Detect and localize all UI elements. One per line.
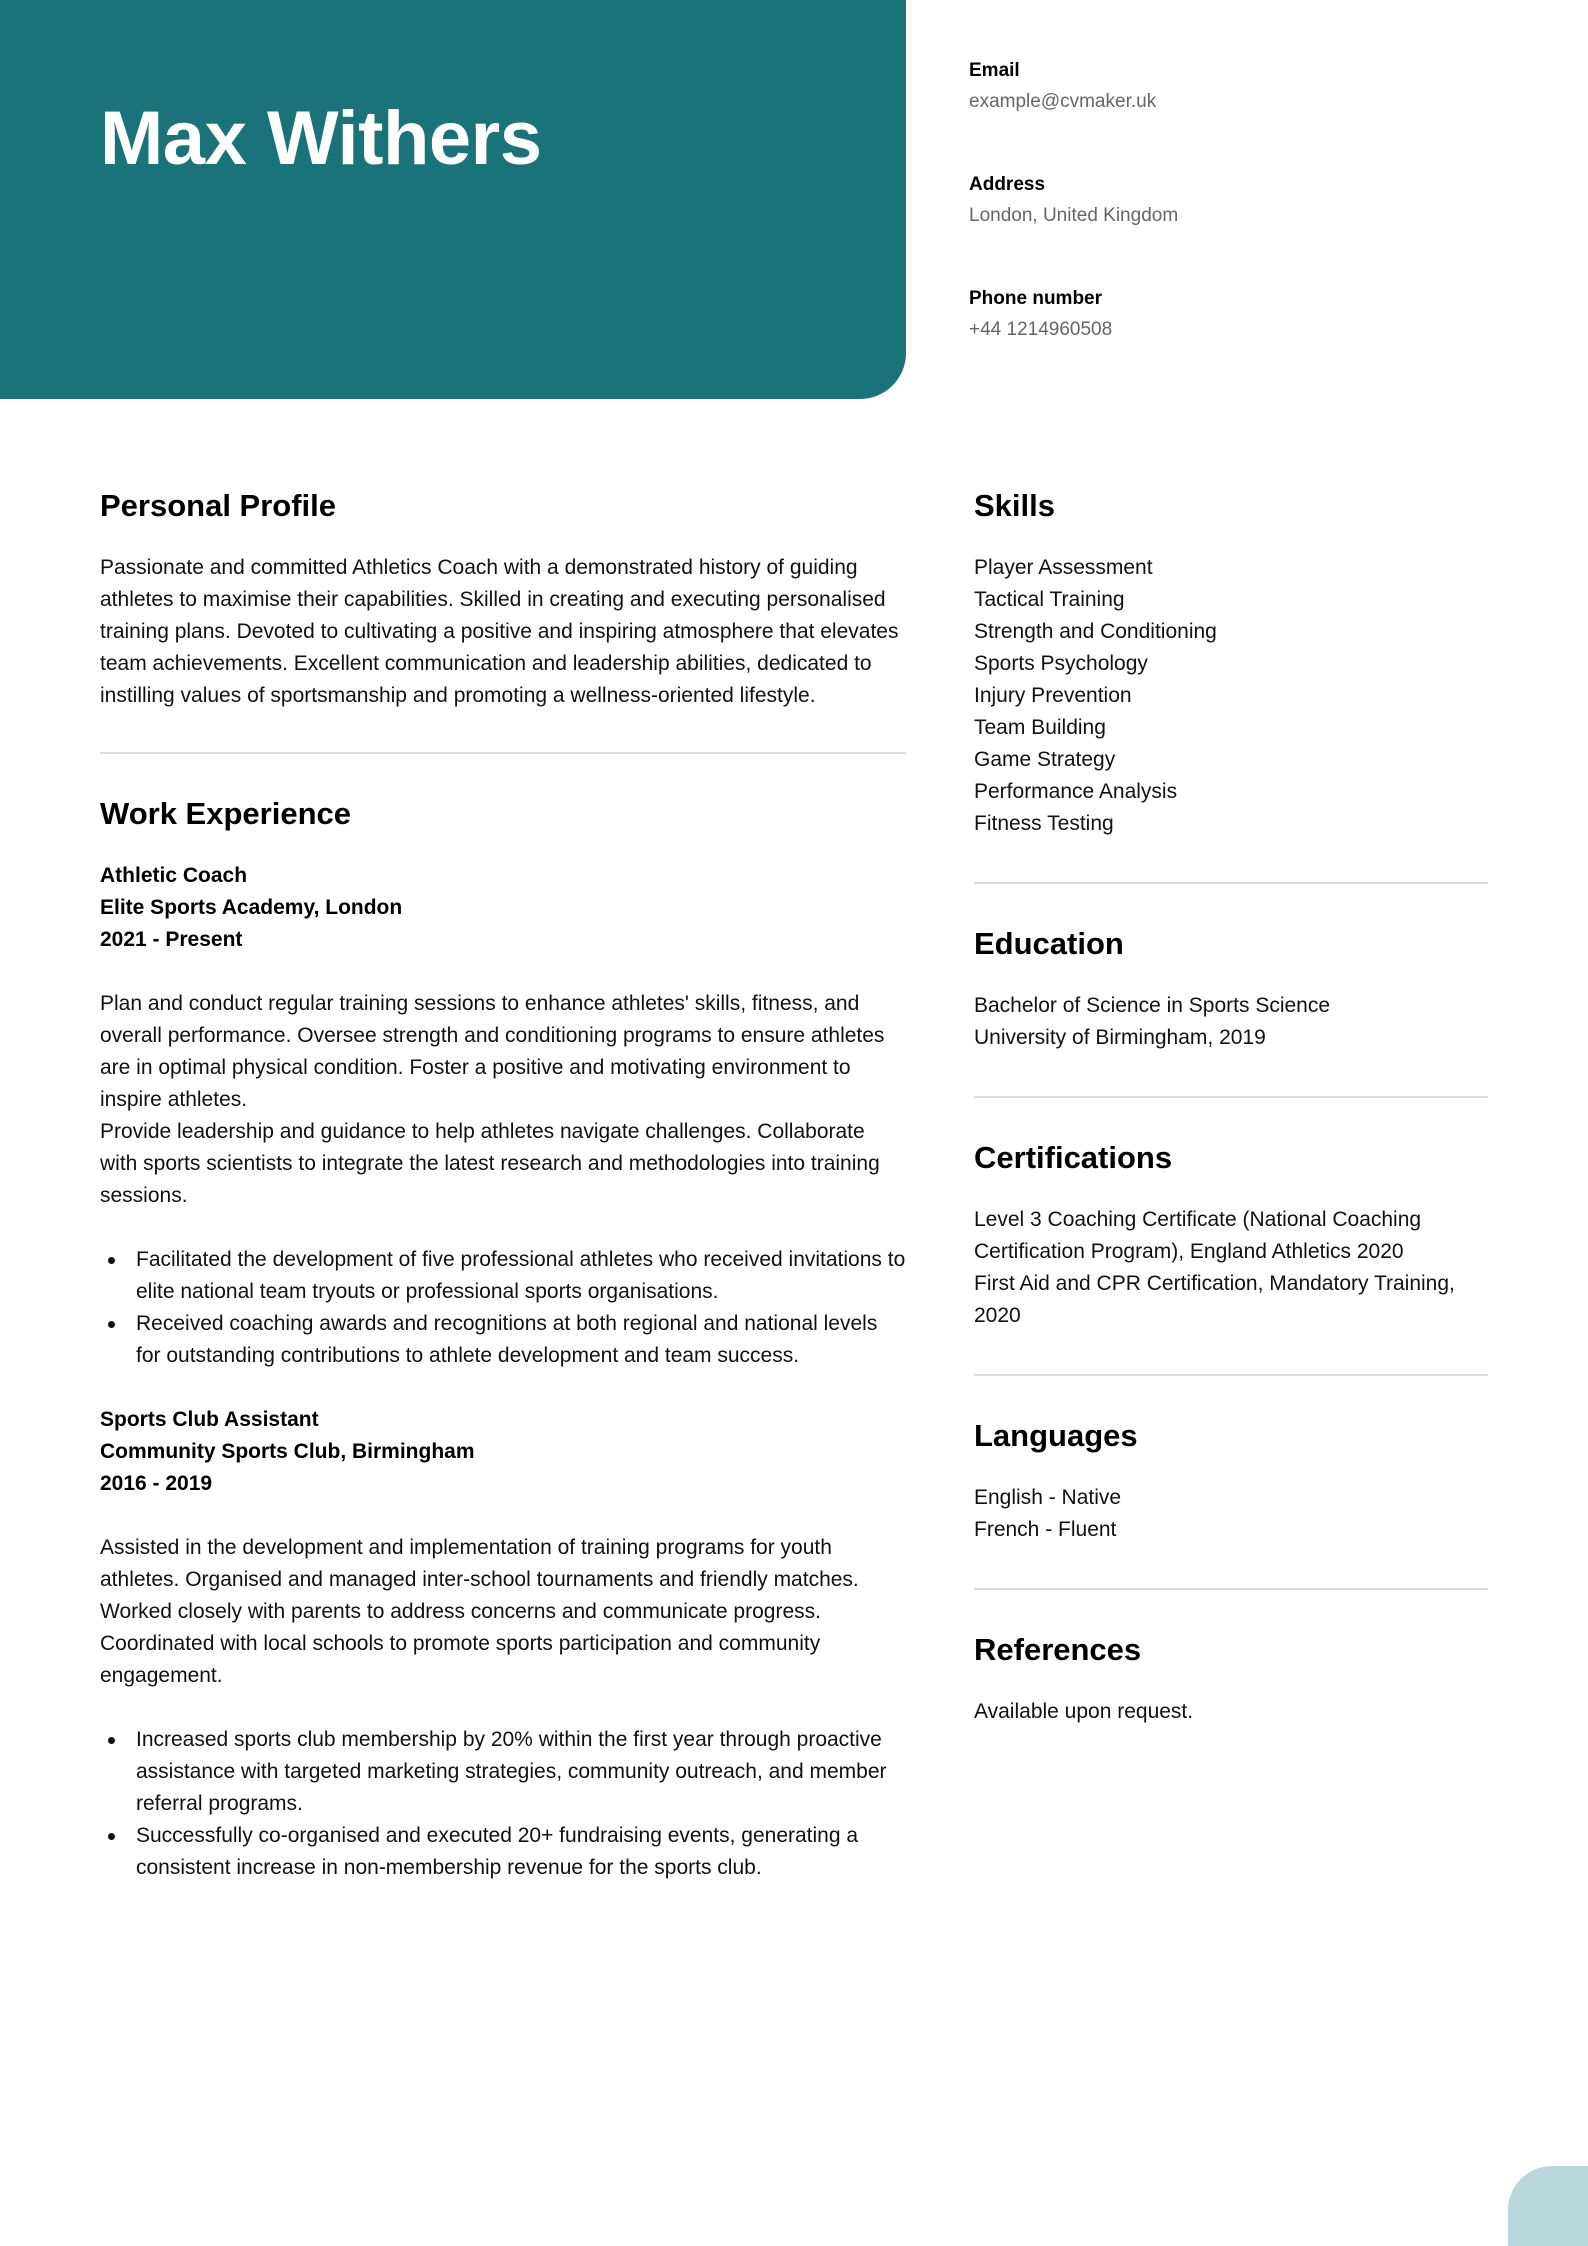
job-achievement-item: Increased sports club membership by 20% within the first year through proactive assistance with targeted marketing strategies, community outreach, and member referral programs.: [100, 1724, 906, 1820]
contact-address-value: London, United Kingdom: [969, 205, 1179, 226]
contact-address: [969, 170, 1529, 284]
education-title: Education: [974, 926, 1124, 961]
certifications-section: [974, 1134, 1488, 1332]
education-degree: Bachelor of Science in Sports Science: [974, 994, 1331, 1017]
skill-item: Game Strategy: [974, 748, 1116, 771]
contact-phone-value: +44 1214960508: [969, 319, 1113, 340]
skill-item: Player Assessment: [974, 556, 1153, 579]
job-achievements: [100, 1244, 906, 1372]
job-dates: 2016 - 2019: [100, 1472, 213, 1495]
job-achievements: [100, 1724, 906, 1884]
education-institution: University of Birmingham, 2019: [974, 1026, 1266, 1049]
skill-item: Injury Prevention: [974, 684, 1132, 707]
contact-phone-label: Phone number: [969, 288, 1103, 309]
job-role: Sports Club Assistant: [100, 1408, 319, 1431]
skill-item: Fitness Testing: [974, 812, 1114, 835]
job-dates: 2021 - Present: [100, 928, 243, 951]
job-description: Assisted in the development and implementation of training programs for youth athletes. Organised and managed inter-school tournaments and friendly matches. Worked closely with parents to address concerns and communicate progress. Coordinated with local schools to promote sports participation and community engagement.: [100, 1536, 859, 1687]
skills-section: [974, 482, 1488, 840]
contact-email: [969, 56, 1529, 170]
references-text: Available upon request.: [974, 1700, 1194, 1723]
skill-item: Performance Analysis: [974, 780, 1178, 803]
section-divider: [100, 752, 906, 754]
certification-item: Level 3 Coaching Certificate (National Coaching Certification Program), England Athletics 2020: [974, 1208, 1422, 1263]
skill-item: Team Building: [974, 716, 1106, 739]
references-title: References: [974, 1632, 1142, 1667]
section-divider: [974, 1588, 1488, 1590]
contact-email-value: example@cvmaker.uk: [969, 91, 1157, 112]
job-role: Athletic Coach: [100, 864, 248, 887]
references-section: [974, 1626, 1488, 1728]
work-experience-title: Work Experience: [100, 796, 351, 831]
sidebar-column: [974, 482, 1488, 1728]
section-divider: [974, 882, 1488, 884]
languages-section: [974, 1412, 1488, 1546]
work-experience-section: [100, 790, 906, 1884]
section-divider: [974, 1374, 1488, 1376]
languages-title: Languages: [974, 1418, 1138, 1453]
candidate-name: Max Withers: [100, 96, 542, 181]
job-achievement-item: Successfully co-organised and executed 20+ fundraising events, generating a consistent increase in non-membership revenue for the sports club.: [100, 1820, 906, 1884]
skill-item: Sports Psychology: [974, 652, 1148, 675]
job-description: Provide leadership and guidance to help athletes navigate challenges. Collaborate with sports scientists to integrate the latest research and methodologies into training sessions.: [100, 1120, 880, 1207]
skills-title: Skills: [974, 488, 1055, 523]
language-item: French - Fluent: [974, 1518, 1117, 1541]
personal-profile-text: Passionate and committed Athletics Coach with a demonstrated history of guiding athletes to maximise their capabilities. Skilled in creating and executing personalised training plans. Devoted to cultivating a positive and inspiring atmosphere that elevates team achievements. Excellent communication and leadership abilities, dedicated to instilling values of sportsmanship and promoting a wellness-oriented lifestyle.: [100, 556, 899, 707]
certifications-title: Certifications: [974, 1140, 1173, 1175]
job-achievement-item: Facilitated the development of five professional athletes who received invitations to elite national team tryouts or professional sports organisations.: [100, 1244, 906, 1308]
skill-item: Tactical Training: [974, 588, 1125, 611]
contact-details: [969, 56, 1529, 398]
certification-item: First Aid and CPR Certification, Mandatory Training, 2020: [974, 1272, 1455, 1327]
contact-phone: [969, 284, 1529, 398]
job-company: Community Sports Club, Birmingham: [100, 1440, 475, 1463]
contact-address-label: Address: [969, 174, 1046, 195]
job-company: Elite Sports Academy, London: [100, 896, 403, 919]
job-entry: [100, 860, 906, 1372]
language-item: English - Native: [974, 1486, 1122, 1509]
section-divider: [974, 1096, 1488, 1098]
contact-email-label: Email: [969, 60, 1020, 81]
main-column: [100, 482, 906, 1884]
skill-item: Strength and Conditioning: [974, 620, 1217, 643]
job-entry: [100, 1404, 906, 1884]
job-description: Plan and conduct regular training sessions to enhance athletes' skills, fitness, and overall performance. Oversee strength and conditioning programs to ensure athletes are in optimal physical condition. Foster a positive and motivating environment to inspire athletes.: [100, 992, 885, 1111]
header-banner: [0, 0, 906, 399]
personal-profile-section: [100, 482, 906, 712]
job-achievement-item: Received coaching awards and recognitions at both regional and national levels for outstanding contributions to athlete development and team success.: [100, 1308, 906, 1372]
personal-profile-title: Personal Profile: [100, 488, 337, 523]
education-section: [974, 920, 1488, 1054]
decorative-corner-shape: [1508, 2166, 1588, 2246]
